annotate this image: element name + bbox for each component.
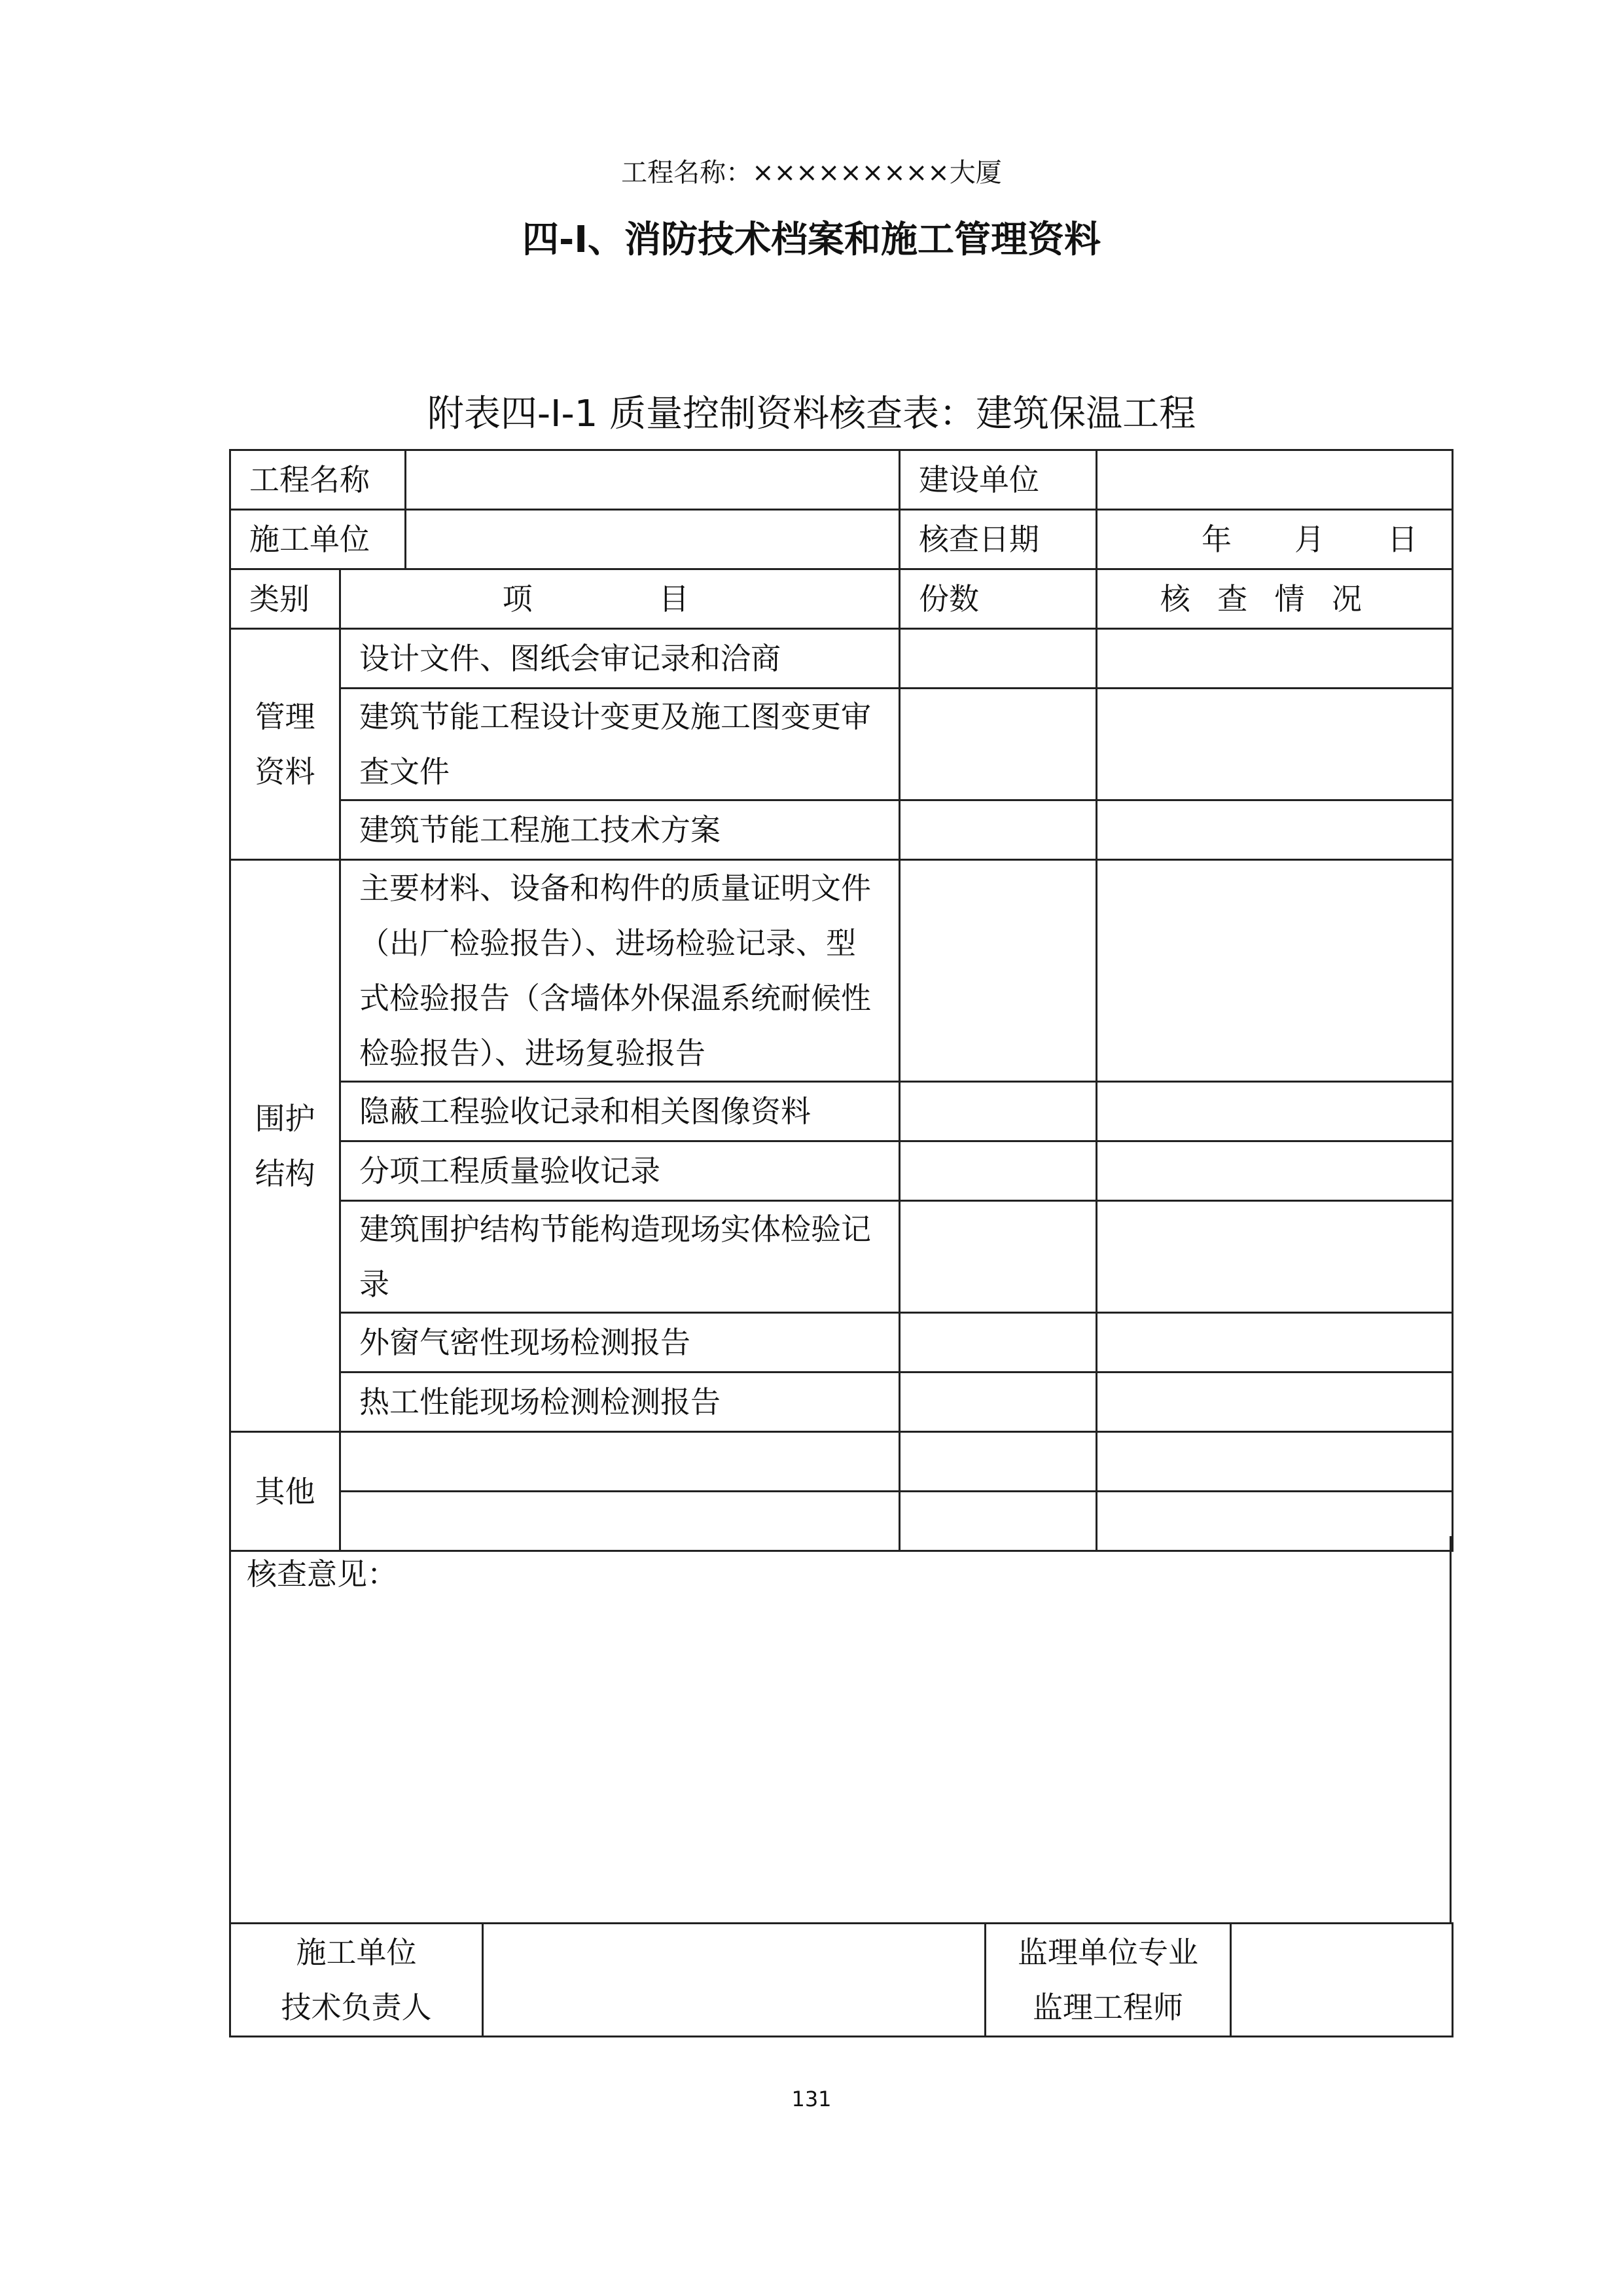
check-date-label: 核查日期 [900, 510, 1097, 569]
project-name-field[interactable] [406, 450, 900, 510]
item-cell: 分项工程质量验收记录 [340, 1141, 900, 1201]
status-cell[interactable] [1097, 1201, 1453, 1313]
opinion-box[interactable] [229, 1536, 1452, 1922]
project-name: 工程名称：×××××××××大厦 [621, 158, 1002, 188]
status-cell[interactable] [1097, 629, 1453, 689]
copies-cell[interactable] [900, 1082, 1097, 1141]
copies-header: 份数 [900, 569, 1097, 629]
copies-cell[interactable] [900, 689, 1097, 800]
table-row [230, 689, 1453, 800]
item-cell: 热工性能现场检测检测报告 [340, 1372, 900, 1432]
item-cell: 主要材料、设备和构件的质量证明文件（出厂检验报告）、进场检验记录、型式检验报告（含墙体外保温系统耐候性检验报告）、进场复验报告 [340, 860, 900, 1082]
page-number: 131 [791, 2087, 832, 2111]
info-row-1 [230, 450, 1453, 510]
table-row [230, 1313, 1453, 1372]
table-row [230, 1082, 1453, 1141]
quality-control-table [229, 449, 1454, 1552]
table-row [230, 800, 1453, 860]
status-cell[interactable] [1097, 1082, 1453, 1141]
item-header: 项 目 [340, 569, 900, 629]
signature-table [229, 1922, 1454, 2037]
table-row [230, 1372, 1453, 1432]
table-row [230, 1201, 1453, 1313]
item-cell: 建筑节能工程施工技术方案 [340, 800, 900, 860]
opinion-label: 核查意见： [247, 1556, 397, 1592]
column-header-row [230, 569, 1453, 629]
status-cell[interactable] [1097, 860, 1453, 1082]
item-cell: 建筑围护结构节能构造现场实体检验记录 [340, 1201, 900, 1313]
status-header: 核查情况 [1097, 569, 1453, 629]
copies-cell[interactable] [900, 1372, 1097, 1432]
copies-cell[interactable] [900, 1432, 1097, 1492]
copies-cell[interactable] [900, 1141, 1097, 1201]
status-cell[interactable] [1097, 1313, 1453, 1372]
item-cell[interactable] [340, 1432, 900, 1492]
category-cell: 围护结构 [230, 860, 340, 1432]
section-title: 四-Ⅰ、消防技术档案和施工管理资料 [522, 219, 1101, 261]
copies-cell[interactable] [900, 860, 1097, 1082]
copies-cell[interactable] [900, 1201, 1097, 1313]
copies-cell[interactable] [900, 1313, 1097, 1372]
project-name-label: 工程名称 [230, 450, 406, 510]
supervisor-engineer-label: 监理单位专业 监理工程师 [986, 1924, 1231, 2037]
month-label: 月 [1294, 522, 1325, 557]
item-cell: 建筑节能工程设计变更及施工图变更审查文件 [340, 689, 900, 800]
year-label: 年 [1202, 522, 1232, 557]
item-cell: 外窗气密性现场检测报告 [340, 1313, 900, 1372]
category-header: 类别 [230, 569, 340, 629]
contractor-field[interactable] [406, 510, 900, 569]
table-row [230, 1141, 1453, 1201]
client-label: 建设单位 [900, 450, 1097, 510]
contractor-label: 施工单位 [230, 510, 406, 569]
table-title: 附表四-Ⅰ-1 质量控制资料核查表：建筑保温工程 [427, 393, 1196, 435]
status-cell[interactable] [1097, 689, 1453, 800]
check-date-field[interactable] [1097, 510, 1453, 569]
info-row-2 [230, 510, 1453, 569]
category-cell: 管理资料 [230, 629, 340, 860]
status-cell[interactable] [1097, 1372, 1453, 1432]
client-field[interactable] [1097, 450, 1453, 510]
copies-cell[interactable] [900, 800, 1097, 860]
day-label: 日 [1387, 522, 1418, 557]
status-cell[interactable] [1097, 1432, 1453, 1492]
supervisor-signature-field[interactable] [1231, 1924, 1453, 2037]
contractor-tech-lead-label: 施工单位 技术负责人 [230, 1924, 483, 2037]
table-row [230, 860, 1453, 1082]
table-row [230, 629, 1453, 689]
item-cell: 设计文件、图纸会审记录和洽商 [340, 629, 900, 689]
item-cell: 隐蔽工程验收记录和相关图像资料 [340, 1082, 900, 1141]
copies-cell[interactable] [900, 629, 1097, 689]
table-row [230, 1432, 1453, 1492]
status-cell[interactable] [1097, 800, 1453, 860]
category-cell: 其他 [230, 1432, 340, 1551]
contractor-signature-field[interactable] [483, 1924, 986, 2037]
status-cell[interactable] [1097, 1141, 1453, 1201]
